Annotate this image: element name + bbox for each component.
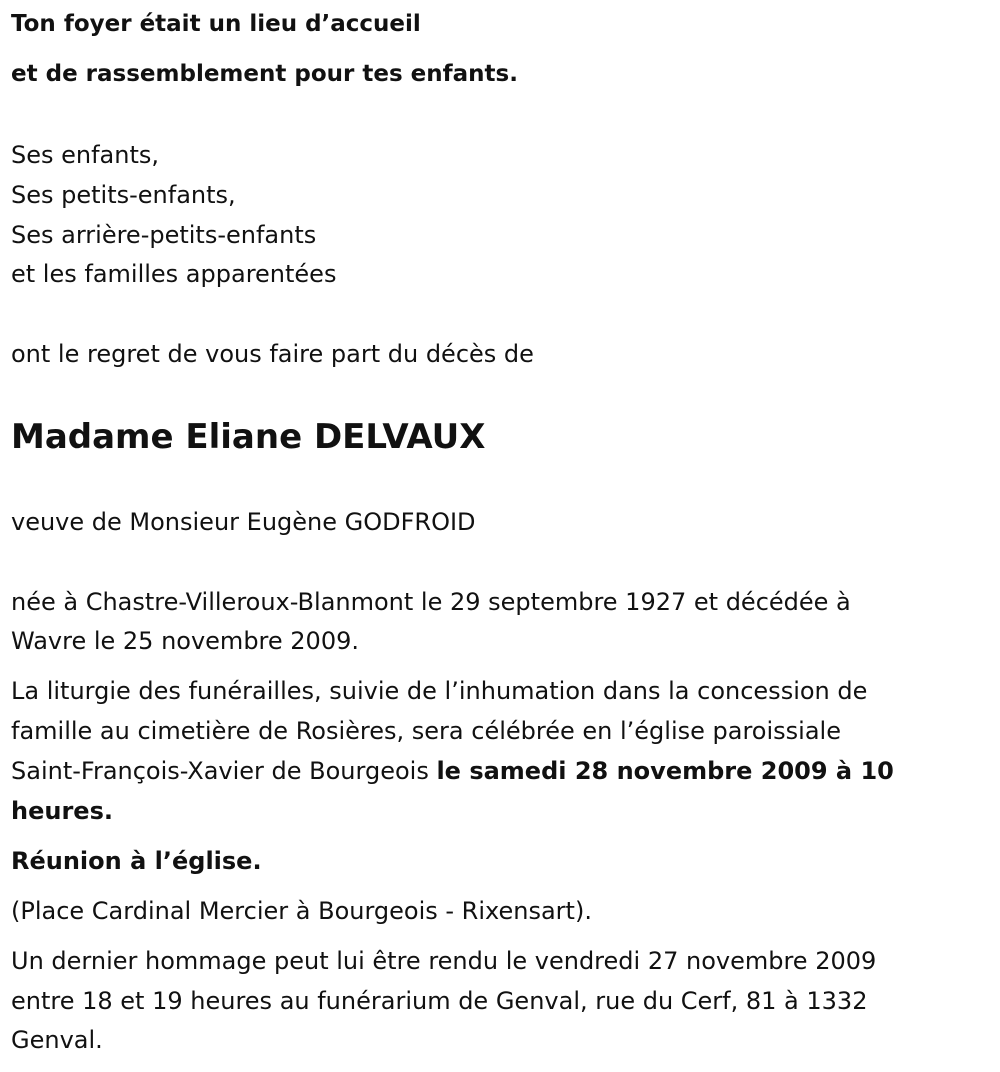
tribute-line-3: Genval. (11, 1026, 103, 1054)
tribute-line-2: entre 18 et 19 heures au funérarium de Genval, rue du Cerf, 81 à 1332 (11, 987, 868, 1015)
tribute-line-1: Un dernier hommage peut lui être rendu le vendredi 27 novembre 2009 (11, 947, 877, 975)
family-line-4: et les familles apparentées (11, 260, 337, 288)
epitaph-line-1: Ton foyer était un lieu d’accueil (11, 11, 421, 37)
epitaph-line-2: et de rassemblement pour tes enfants. (11, 61, 518, 87)
widow-of-text: veuve de Monsieur Eugène GODFROID (11, 508, 476, 536)
family-line-2: Ses petits-enfants, (11, 181, 236, 209)
funeral-line-1: La liturgie des funérailles, suivie de l’inhumation dans la concession de (11, 677, 868, 705)
funeral-line-3 (11, 756, 894, 786)
birth-death-line-1: née à Chastre-Villeroux-Blanmont le 29 septembre 1927 et décédée à (11, 588, 851, 616)
deceased-name: Madame Eliane DELVAUX (11, 417, 486, 457)
address-text: (Place Cardinal Mercier à Bourgeois - Rixensart). (11, 897, 592, 925)
birth-death-line-2: Wavre le 25 novembre 2009. (11, 627, 359, 655)
funeral-line-2: famille au cimetière de Rosières, sera célébrée en l’église paroissiale (11, 717, 841, 745)
funeral-date-bold: le samedi 28 novembre 2009 à 10 (436, 757, 894, 785)
announcement-text: ont le regret de vous faire part du décès de (11, 340, 534, 368)
family-line-3: Ses arrière-petits-enfants (11, 221, 317, 249)
funeral-church-text: Saint-François-Xavier de Bourgeois (11, 757, 437, 785)
funeral-line-4: heures. (11, 797, 113, 825)
family-line-1: Ses enfants, (11, 141, 160, 169)
meeting-text: Réunion à l’église. (11, 847, 262, 875)
